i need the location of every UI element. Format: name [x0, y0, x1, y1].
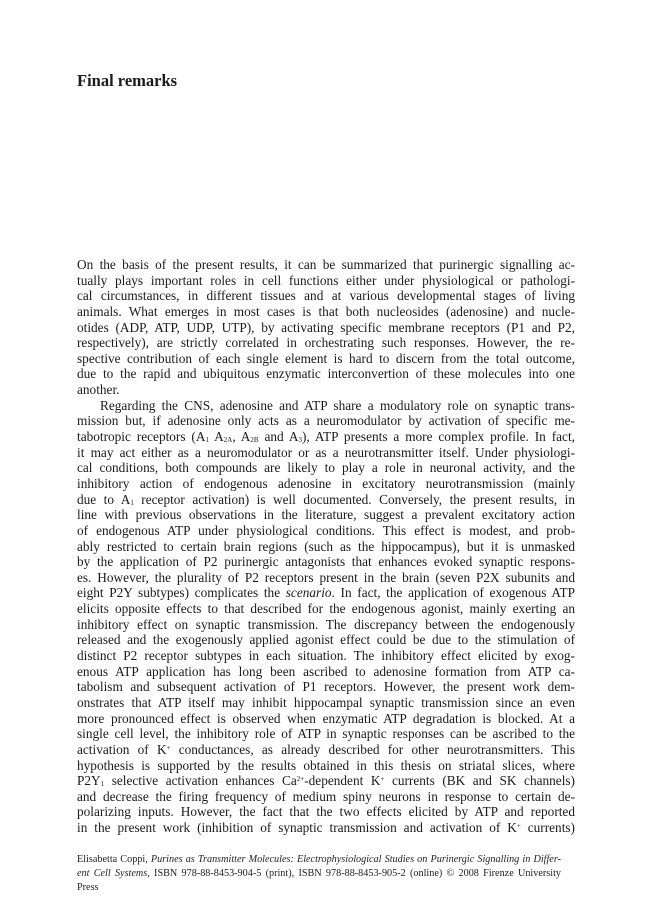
text-line	[77, 758, 575, 774]
text-run: animals. What emerges in most cases is that both nucleosides (adenosine) and nucle-	[77, 303, 575, 319]
text-line	[77, 304, 575, 320]
text-line	[77, 853, 561, 867]
text-run: 2A	[223, 436, 233, 445]
text-line	[77, 554, 575, 570]
text-line	[77, 664, 575, 680]
text-run: A	[208, 429, 224, 445]
text-run: activation of K	[77, 741, 167, 757]
text-line	[77, 273, 575, 289]
text-line	[77, 711, 575, 727]
text-line	[77, 507, 575, 523]
text-line	[77, 413, 575, 429]
text-run: distinct P2 receptor subtypes in each situation. The inhibitory effect elicited by exog-	[77, 648, 575, 664]
text-line	[77, 476, 575, 492]
text-run: +	[166, 743, 171, 752]
text-line	[77, 398, 575, 414]
text-line	[77, 335, 575, 351]
text-line	[77, 257, 575, 273]
text-line	[77, 523, 575, 539]
text-run: 2B	[250, 436, 259, 445]
text-run: Press	[77, 882, 99, 893]
text-run: cal conditions, both compounds are likely to play a role in neuronal activity, and the	[77, 460, 575, 476]
text-line	[77, 320, 575, 336]
text-line	[77, 366, 575, 382]
text-run: es. However, the plurality of P2 receptors present in the brain (seven P2X subunits and	[77, 569, 575, 585]
text-run: selective activation enhances Ca	[104, 773, 297, 789]
text-line	[77, 679, 575, 695]
text-run: enous ATP application has long been ascribed to adenosine formation from ATP ca-	[77, 663, 575, 679]
text-run: spective contribution of each single element is hard to discern from the total outcome,	[77, 350, 575, 366]
text-line	[77, 804, 575, 820]
text-run: more pronounced effect is observed when enzymatic ATP degradation is blocked. At a	[77, 710, 575, 726]
text-line	[77, 742, 575, 758]
text-line	[77, 492, 575, 508]
text-run: due to the rapid and ubiquitous enzymatic interconvertion of these molecules into one	[77, 366, 575, 382]
text-run: inhibitory effect on synaptic transmission. The discrepancy between the endogenously	[77, 616, 575, 632]
text-run: +	[380, 775, 385, 784]
section-heading: Final remarks	[77, 71, 178, 90]
text-line	[77, 695, 575, 711]
text-run: , ISBN 978-88-8453-904-5 (print), ISBN 978-88-8453-905-2 (online) © 2008 Firenze University	[147, 868, 561, 879]
text-line	[77, 429, 575, 445]
text-run: it may act either as a neuromodulator or as a neurotransmitter itself. Under physiologi-	[77, 444, 575, 460]
text-run: in the present work (inhibition of synaptic transmission and activation of K	[77, 820, 517, 836]
text-run: single cell level, the inhibitory role of ATP in synaptic responses can be ascribed to the	[77, 726, 575, 742]
text-run: cal circumstances, in different tissues and at various developmental stages of living	[77, 288, 575, 304]
text-line	[77, 539, 575, 555]
text-run: 3	[298, 436, 302, 445]
text-run: P2Y	[77, 773, 101, 789]
text-line	[77, 585, 575, 601]
text-line	[77, 648, 575, 664]
text-run: -dependent K	[304, 773, 381, 789]
text-run: tually plays important roles in cell functions either under physiological or pathologi-	[77, 272, 575, 288]
text-line	[77, 445, 575, 461]
text-run: +	[516, 822, 521, 831]
text-run: due to A	[77, 491, 131, 507]
text-run: respectively), are strictly correlated in orchestrating such responses. However, the re-	[77, 335, 575, 351]
text-run: by the application of P2 purinergic antagonists that enhances evoked synaptic respons-	[77, 554, 575, 570]
text-run: currents (BK and SK channels)	[384, 773, 575, 789]
text-line	[77, 773, 575, 789]
text-run: and decrease the firing frequency of medium spiny neurons in response to certain de-	[77, 788, 575, 804]
text-run: currents)	[520, 820, 575, 836]
text-run: another.	[77, 382, 120, 398]
text-run: receptor activation) is well documented. Conversely, the present results, in	[133, 491, 575, 507]
text-line	[77, 601, 575, 617]
text-run: tabolism and subsequent activation of P1 receptors. However, the present work dem-	[77, 679, 575, 695]
text-run: Regarding the CNS, adenosine and ATP share a modulatory role on synaptic trans-	[100, 397, 575, 413]
text-run: 1	[100, 780, 105, 789]
text-run: tabotropic receptors (A	[77, 429, 206, 445]
text-run: Elisabetta Coppi,	[77, 854, 151, 865]
text-run: onstrates that ATP itself may inhibit hippocampal synaptic transmission since an even	[77, 694, 575, 710]
text-run: mission but, if adenosine only acts as a neuromodulator by activation of specific me-	[77, 413, 575, 429]
text-run: ent Cell Systems	[77, 868, 148, 879]
text-run: otides (ADP, ATP, UDP, UTP), by activating specific membrane receptors (P1 and P2,	[77, 319, 575, 335]
text-run: 2+	[296, 775, 305, 784]
text-run: conductances, as already described for other neurotransmitters. This	[170, 741, 575, 757]
text-run: ably restricted to certain brain regions (such as the hippocampus), but it is unmasked	[77, 538, 575, 554]
text-run: eight P2Y subtypes) complicates the	[77, 585, 286, 601]
text-line	[77, 881, 561, 895]
text-run: . In fact, the application of exogenous ATP	[331, 585, 575, 601]
text-line	[77, 617, 575, 633]
text-line	[77, 351, 575, 367]
text-line	[77, 820, 575, 836]
text-run: line with previous observations in the literature, suggest a prevalent excitatory action	[77, 507, 575, 523]
text-run: of endogenous ATP under physiological conditions. This effect is modest, and prob-	[77, 522, 575, 538]
text-run: 1	[205, 436, 209, 445]
text-run: and A	[258, 429, 299, 445]
text-run: , A	[232, 429, 251, 445]
text-run: released and the exogenously applied agonist effect could be due to the stimulation of	[77, 632, 575, 648]
text-run: inhibitory action of endogenous adenosine in excitatory neurotransmission (mainly	[77, 475, 575, 491]
text-run: hypothesis is supported by the results obtained in this thesis on striatal slices, where	[77, 757, 575, 773]
text-line	[77, 288, 575, 304]
text-run: elicits opposite effects to that described for the endogenous agonist, mainly exerting an	[77, 601, 575, 617]
body-text	[77, 257, 575, 836]
text-line	[77, 632, 575, 648]
text-run: ), ATP presents a more complex profile. In fact,	[301, 429, 575, 445]
text-run: scenario	[285, 585, 332, 601]
text-run: polarizing inputs. However, the fact that the two effects elicited by ATP and reported	[77, 804, 575, 820]
text-line	[77, 867, 561, 881]
text-run: 1	[130, 498, 134, 507]
text-line	[77, 382, 575, 398]
text-run: Purines as Transmitter Molecules: Electrophysiological Studies on Purinergic Signalling in Differ-	[150, 854, 561, 865]
text-line	[77, 460, 575, 476]
text-run: On the basis of the present results, it can be summarized that purinergic signalling ac-	[77, 257, 575, 272]
text-line	[77, 570, 575, 586]
text-line	[77, 789, 575, 805]
text-line	[77, 726, 575, 742]
citation-footer	[77, 853, 561, 895]
